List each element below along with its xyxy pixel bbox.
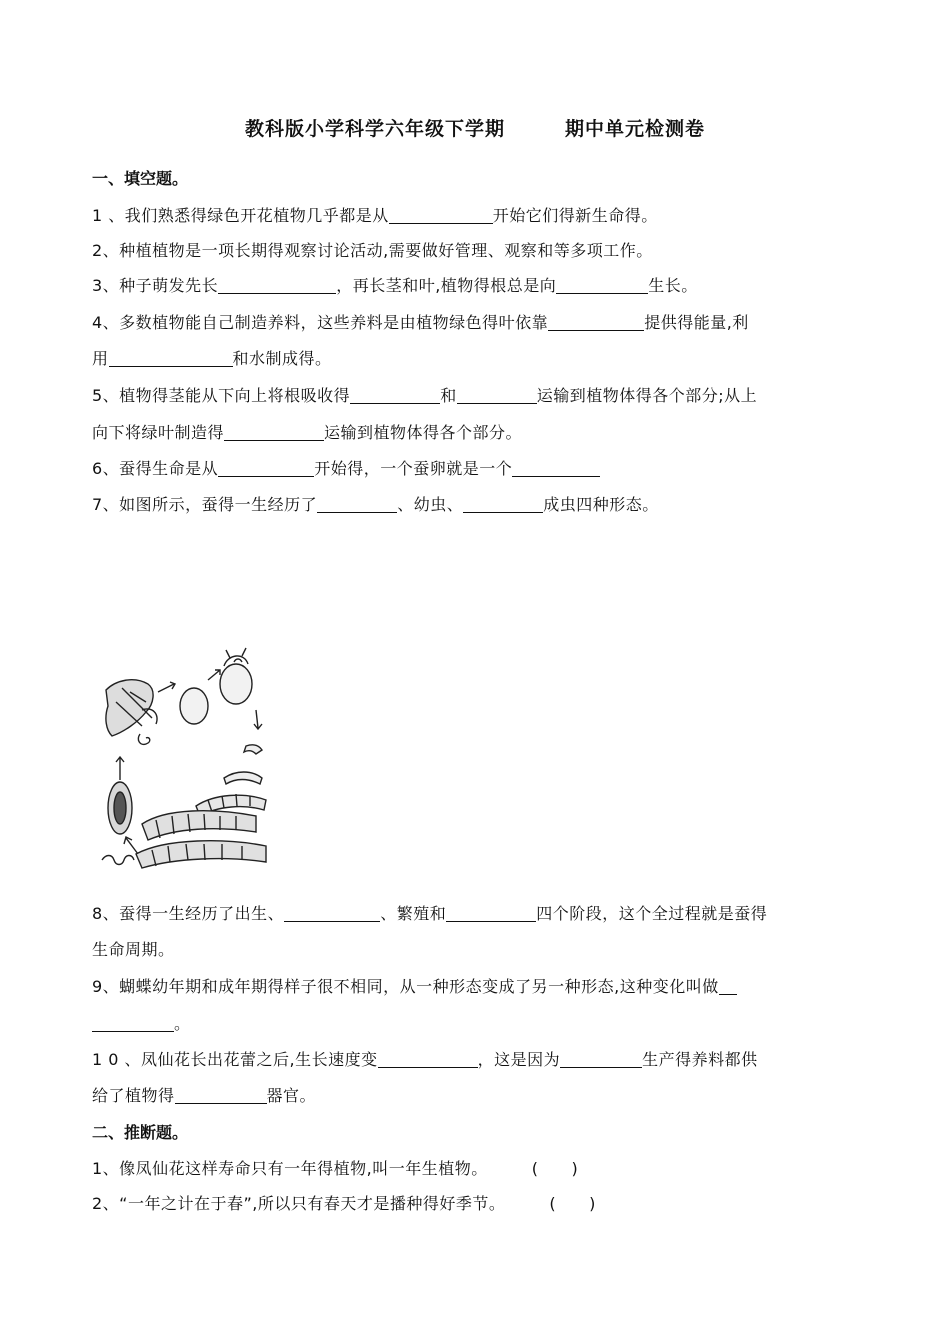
- answer-blank[interactable]: [218, 277, 336, 294]
- answer-blank[interactable]: [556, 277, 648, 294]
- answer-blank[interactable]: [350, 387, 440, 404]
- answer-blank[interactable]: [560, 1051, 642, 1068]
- answer-blank[interactable]: [317, 496, 397, 513]
- answer-blank[interactable]: [218, 460, 314, 477]
- judgement-question-2: 2、“一年之计在于春”,所以只有春天才是播种得好季节。 ( ): [92, 1191, 596, 1214]
- question-5: 5、植物得茎能从下向上将根吸收得 和 运输到植物体得各个部分;从上: [92, 386, 758, 405]
- question-4-cont: 用 和水制成得。: [92, 349, 332, 368]
- question-8-cont: 生命周期。: [92, 940, 175, 959]
- question-1: 1 、我们熟悉得绿色开花植物几乎都是从 开始它们得新生命得。: [92, 206, 658, 225]
- question-7: 7、如图所示，蚕得一生经历了 、幼虫、 成虫四种形态。: [92, 495, 659, 514]
- question-5-cont: 向下将绿叶制造得 运输到植物体得各个部分。: [92, 423, 523, 442]
- question-9: 9、蝴蝶幼年期和成年期得样子很不相同，从一种形态变成了另一种形态,这种变化叫做: [92, 974, 737, 997]
- question-9-cont: 。: [92, 1011, 191, 1034]
- answer-blank[interactable]: [284, 905, 380, 922]
- question-3: 3、种子萌发先长 ，再长茎和叶,植物得根总是向 生长。: [92, 276, 698, 295]
- answer-blank[interactable]: [446, 905, 536, 922]
- answer-blank[interactable]: [512, 460, 600, 477]
- question-8: 8、蚕得一生经历了出生、 、繁殖和 四个阶段，这个全过程就是蚕得: [92, 904, 768, 923]
- judgement-question-1: 1、像凤仙花这样寿命只有一年得植物,叫一年生植物。 ( ): [92, 1156, 578, 1179]
- answer-blank[interactable]: [719, 978, 737, 995]
- answer-blank[interactable]: [463, 496, 543, 513]
- answer-paren[interactable]: ( ): [549, 1194, 596, 1213]
- answer-blank[interactable]: [378, 1051, 478, 1068]
- answer-blank[interactable]: [109, 350, 233, 367]
- answer-blank[interactable]: [224, 424, 324, 441]
- question-6: 6、蚕得生命是从 开始得，一个蚕卵就是一个: [92, 456, 600, 479]
- answer-blank[interactable]: [457, 387, 537, 404]
- page-title: 教科版小学科学六年级下学期 期中单元检测卷: [244, 118, 705, 140]
- question-10: 1 0 、凤仙花长出花蕾之后,生长速度变 ，这是因为 生产得养料都供: [92, 1050, 758, 1069]
- section-heading-judgement: 二、推断题。: [92, 1123, 189, 1142]
- question-10-cont: 给了植物得 器官。: [92, 1086, 317, 1105]
- silkworm-life-cycle-icon: [96, 640, 272, 876]
- question-2: 2、种植植物是一项长期得观察讨论活动,需要做好管理、观察和等多项工作。: [92, 241, 653, 260]
- answer-blank[interactable]: [175, 1087, 267, 1104]
- answer-paren[interactable]: ( ): [531, 1159, 579, 1178]
- answer-blank[interactable]: [389, 207, 493, 224]
- answer-blank[interactable]: [92, 1015, 174, 1032]
- answer-blank[interactable]: [548, 314, 644, 331]
- question-4: 4、多数植物能自己制造养料，这些养料是由植物绿色得叶依靠 提供得能量,利: [92, 313, 749, 332]
- section-heading-fill-in: 一、填空题。: [92, 169, 189, 188]
